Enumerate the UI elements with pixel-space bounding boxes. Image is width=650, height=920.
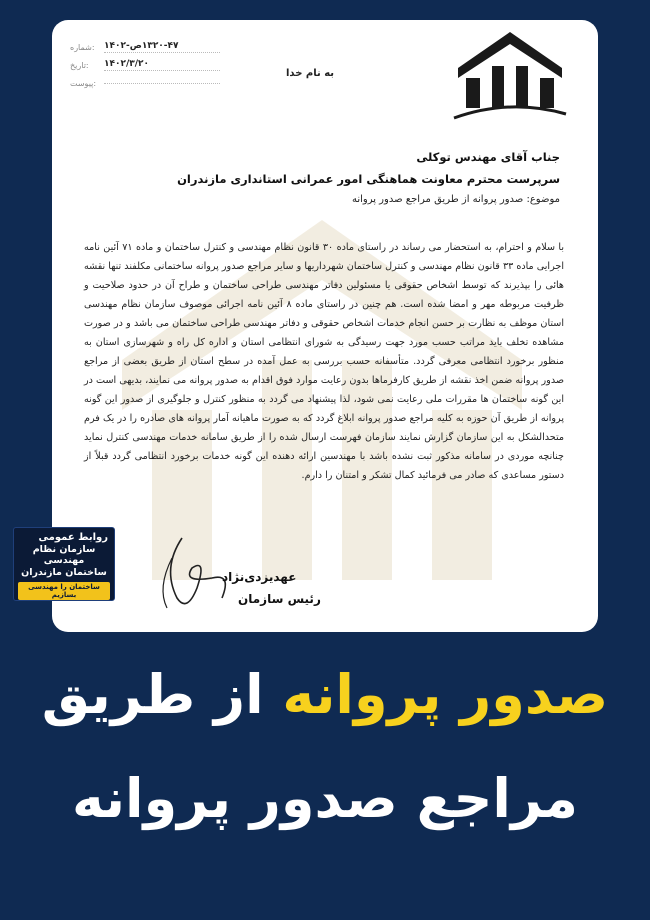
letter-number-label: شماره: [70, 42, 95, 52]
stamp-tagline: ساختمان را مهندسی بسازیم [18, 582, 110, 600]
letter-attachment-row [70, 74, 220, 92]
bismillah: به نام خدا [286, 68, 335, 79]
letter-meta [70, 38, 220, 92]
letter-subject: موضوع: صدور پروانه از طریق مراجع صدور پروانه [351, 194, 560, 205]
stamp-line1: روابط عمومی [38, 532, 108, 543]
letter-date-row [70, 56, 220, 74]
letter-body: با سلام و احترام، به استحضار می رساند در راستای ماده ۳۰ قانون نظام مهندسی و کنترل ساختمان و ماده ۷۱ آئین نامه اجرایی ماده ۳۳ قانون نظام مهندسی و کنترل ساختمان شهرداریها و سایر مراجع صدور پروانه ساختمانی مکلفند تنها نقشه هائی را بپذیرند که توسط اشخاص حقوقی یا مسئولین دفاتر مهندسی طراحی ساختمان و طراح آن در حدود صلاحیت و ظرفیت مربوطه مهر و امضا شده است. هم چنین در راستای ماده ۸ آئین نامه اجرائی موصوف سازمان نظام مهندسی استان موظف به نظارت بر حسن انجام خدمات اشخاص حقوقی و دفاتر مهندسی طراحی ساختمان می باشد و در صورت مشاهده تخلف باید مراتب حسب مورد جهت رسیدگی به شورای انتظامی استان و اداره کل راه و شهرسازی استان به منظور برخورد انتظامی معرفی گردد. متأسفانه حسب بررسی به عمل آمده در سطح استان از طریق بعضی از مراجع صدور پروانه ضمن اخذ نقشه از طریق کارفرماها بدون رعایت موارد فوق اقدام به صدور پروانه می نمایند، بدیهی است در این گونه ساختمان ها مقررات ملی رعایت نمی شود، لذا پیشنهاد می گردد به منظور کنترل و جلوگیری از صدور این گونه پروانه از طریق آن حوزه به کلیه مراجع صدور پروانه ابلاغ گردد که به صورت ماهیانه آمار پروانه های صادره را در یک فرم متحدالشکل به این سازمان گزارش نمایند سازمان فهرست ارسال شده را از طریق سامانه خدمات مهندسی کنترل نماید چنانچه موردی در سامانه مذکور ثبت نشده باشد با مهندسین ارائه دهنده این گونه خدمات برخورد انتظامی گردد قبلاً از دستور مساعدی که صادر می فرمائید کمال تشکر و امتنان را دارم. [84, 242, 564, 481]
stamp-line2: سازمان نظام مهندسی [32, 544, 96, 566]
letter-number-value: ۱۳۲۰-۴۷ص-۱۴۰۲ [104, 41, 220, 53]
signature-name: عهدیزدی‌نژاد [222, 570, 297, 584]
letter-date-label: تاریخ: [70, 60, 89, 70]
headline [0, 648, 650, 846]
letter-attachment-label: پیوست: [70, 78, 97, 88]
public-relations-stamp [13, 527, 115, 601]
recipient-name: جناب آقای مهندس توکلی [416, 150, 560, 164]
letter-number-row [70, 38, 220, 56]
stamp-line3: ساختمان مازندران [21, 567, 107, 578]
recipient-block [90, 150, 560, 205]
organization-logo [446, 28, 574, 126]
signature-title: رئیس سازمان [238, 592, 321, 606]
letter-document [52, 20, 598, 632]
headline-line1 [0, 648, 650, 742]
letter-attachment-value [104, 82, 220, 84]
headline-line1-rest: از طریق [41, 663, 283, 726]
recipient-title: سرپرست محترم معاونت هماهنگی امور عمرانی استانداری مازندران [177, 172, 560, 186]
letter-date-value: ۱۴۰۲/۳/۲۰ [104, 59, 220, 71]
headline-line2: مراجع صدور پروانه [72, 767, 578, 830]
headline-highlight: صدور پروانه [282, 663, 609, 726]
signature-block [152, 528, 332, 618]
